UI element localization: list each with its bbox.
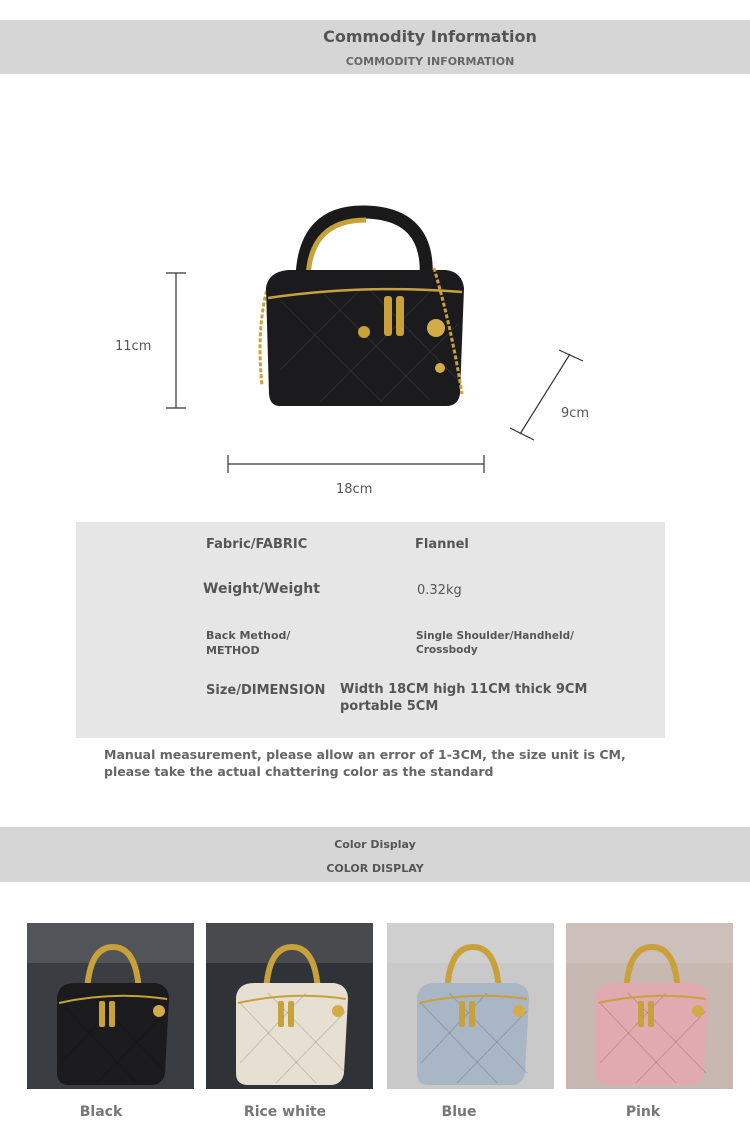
- width-dimension-line: [228, 455, 484, 473]
- color-section-subtitle: COLOR DISPLAY: [326, 862, 424, 875]
- color-swatch-image[interactable]: [27, 923, 194, 1089]
- color-name-label: Black: [79, 1104, 123, 1120]
- section-title: Commodity Information: [323, 27, 537, 46]
- spec-value-size: Width 18CM high 11CM thick 9CM portable 5CM: [340, 682, 588, 714]
- commodity-info-header: [0, 20, 750, 74]
- specs-table: [76, 522, 665, 738]
- bag-photo-icon: [566, 923, 733, 1089]
- product-dimension-figure: [0, 180, 750, 510]
- spec-value-method: Single Shoulder/Handheld/ Crossbody: [416, 630, 574, 656]
- bag-photo-icon: [27, 923, 194, 1089]
- section-subtitle: COMMODITY INFORMATION: [345, 55, 515, 68]
- color-name-label: Pink: [625, 1104, 661, 1120]
- spec-value-fabric: Flannel: [415, 537, 469, 552]
- color-name-label: Blue: [441, 1104, 477, 1120]
- bag-photo-icon: [387, 923, 554, 1089]
- color-swatch-image[interactable]: [387, 923, 554, 1089]
- spec-label-size: Size/DIMENSION: [206, 683, 326, 698]
- spec-label-weight: Weight/Weight: [203, 581, 320, 597]
- color-section-title: Color Display: [334, 838, 416, 851]
- color-swatch-image[interactable]: [566, 923, 733, 1089]
- depth-label: 9cm: [561, 406, 590, 421]
- bag-photo-icon: [206, 923, 373, 1089]
- depth-dimension-line: [510, 350, 583, 440]
- width-label: 18cm: [336, 482, 373, 497]
- measurement-note: Manual measurement, please allow an error of 1-3CM, the size unit is CM, please take the actual chattering color as the standard: [104, 747, 626, 779]
- bag-illustration: [260, 212, 464, 406]
- color-display-header: [0, 827, 750, 882]
- height-label: 11cm: [115, 339, 152, 354]
- color-name-label: Rice white: [243, 1104, 327, 1120]
- spec-label-fabric: Fabric/FABRIC: [206, 537, 308, 552]
- height-dimension-line: [166, 273, 186, 408]
- spec-value-weight: 0.32kg: [417, 583, 462, 598]
- spec-label-method: Back Method/ METHOD: [206, 629, 291, 657]
- color-swatch-image[interactable]: [206, 923, 373, 1089]
